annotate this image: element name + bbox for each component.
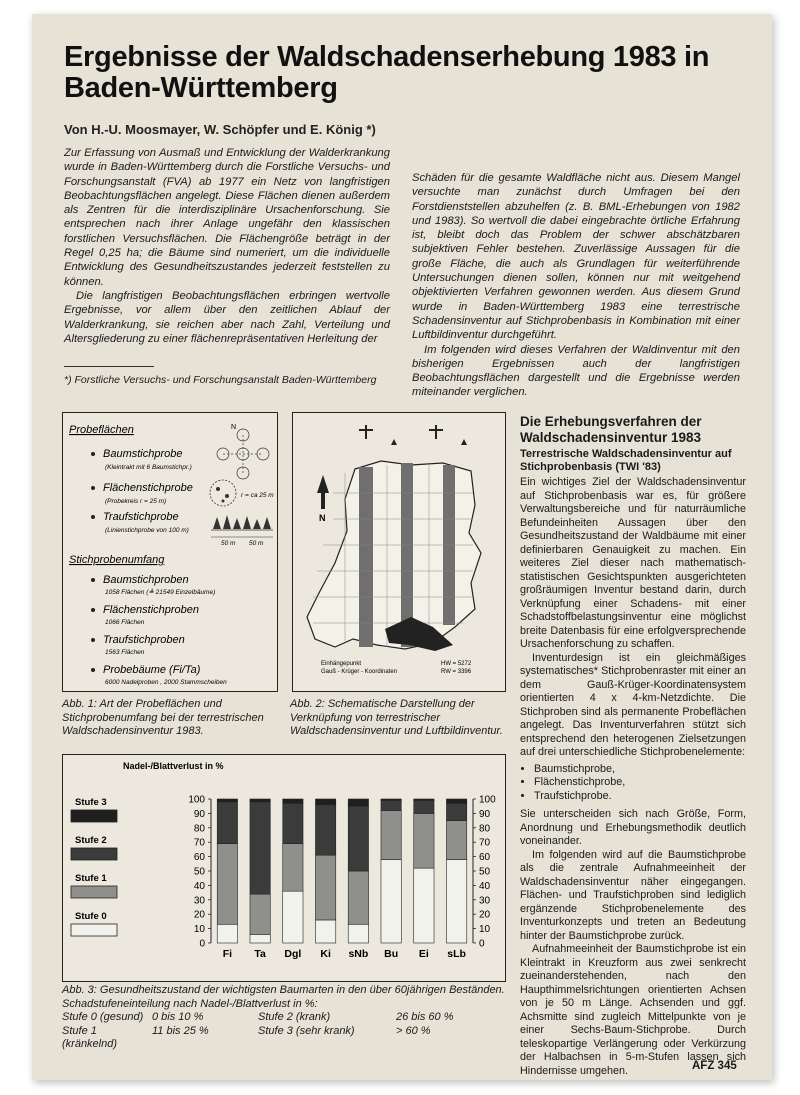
y-tick-label-right: 70 — [479, 837, 491, 849]
stage-cell: 0 bis 10 % — [152, 1011, 204, 1023]
figure-1-caption: Abb. 1: Art der Probeflächen und Stichprobenumfang bei der terrestrischen Waldschadensinventur 1983. — [62, 698, 264, 737]
bar-segment-stufe-3 — [446, 799, 466, 803]
bar-segment-stufe-2 — [348, 806, 368, 871]
y-tick-label-left: 50 — [193, 866, 205, 878]
fig1-item-label: Traufstichproben — [103, 634, 185, 646]
figure-1-sample-types — [62, 412, 278, 692]
y-tick-label-right: 30 — [479, 895, 491, 907]
bar-segment-stufe-0 — [414, 868, 434, 943]
bar-segment-stufe-3 — [283, 799, 303, 803]
stage-cell: > 60 % — [396, 1024, 431, 1037]
intro-paragraph: Zur Erfassung von Ausmaß und Entwicklung der Walderkrankung wurde in Baden-Württemberg durch die Forstliche Versuchs- und Forschungsanstalt (FVA) ab 1977 ein Netz von langfristigen Beobachtungsflächen angelegt. Diese Flächen dienen außerdem als Zentren für die interdisziplinäre Ursachenforschung. Sie entsprechen nach ihrer Anlage ungefähr den klassischen forstlichen Versuchsflächen. Die Flächengröße beträgt in der Regel 0,25 ha; die Bäume sind numeriert, um die individuelle Entwicklung des Gesundheitszustandes jederzeit feststellen zu können. — [64, 147, 390, 288]
fig1-item-label: Baumstichprobe — [103, 448, 183, 460]
stage-cell: Stufe 1 (kränkelnd) — [62, 1024, 118, 1050]
y-tick-label-right: 40 — [479, 880, 491, 892]
footnote-rule — [64, 366, 154, 367]
x-category-label: sLb — [447, 948, 466, 960]
list-item: • Flächenstichprobe, — [534, 776, 746, 790]
section-heading: Die Erhebungsverfahren der Waldschadensinventur 1983 — [520, 414, 702, 445]
stage-cell: Stufe 3 (sehr krank) — [258, 1024, 355, 1037]
bar-segment-stufe-1 — [348, 871, 368, 924]
list-item: • Baumstichprobe, — [534, 763, 746, 777]
bar-segment-stufe-1 — [381, 811, 401, 860]
fig1-dist-label: 50 m — [249, 540, 264, 547]
bar-segment-stufe-2 — [414, 800, 434, 813]
bar-segment-stufe-3 — [381, 799, 401, 800]
y-tick-label-left: 90 — [193, 808, 205, 820]
legend-swatch — [71, 810, 117, 822]
fig1-item-sub: (Probekreis r = 25 m) — [105, 498, 167, 505]
x-category-label: sNb — [348, 948, 369, 960]
section-subheading: Terrestrische Waldschadensinventur auf Stichprobenbasis (TWI '83) — [520, 448, 732, 473]
fig1-item-sub: 1058 Flächen (≙ 21549 Einzelbäume) — [105, 589, 216, 596]
bullet-icon — [91, 608, 95, 612]
legend-label: Stufe 3 — [75, 797, 107, 808]
fig1-heading-umfang: Stichprobenumfang — [69, 554, 165, 566]
bar-segment-stufe-0 — [315, 920, 335, 943]
bar-segment-stufe-2 — [315, 805, 335, 855]
map-legend-2: Gauß - Krüger - Koordinaten — [321, 669, 398, 675]
bar-segment-stufe-1 — [446, 821, 466, 860]
section-paragraph: Sie unterscheiden sich nach Größe, Form, Anordnung und Erhebungsmethodik deutlich voneinander. — [520, 808, 746, 847]
figure-2-caption: Abb. 2: Schematische Darstellung der Verknüpfung von terrestrischer Waldschadensinventur und Luftbildinventur. — [290, 698, 503, 737]
section-paragraph: Inventurdesign ist ein gleichmäßiges systematisches* Stichprobenraster mit einer an dem Gauß-Krüger-Koordinatensystem orientierten 4 x 4-km-Netzdichte. Die Stichproben sind als permanente Probeflächen angelegt. Das Inventurverfahren stützt sich entsprechend den heterogenen Zielsetzungen auf drei unterschiedliche Stichprobenelemente: — [520, 651, 746, 758]
bullet-icon — [91, 668, 95, 672]
stage-cell: Stufe 2 (krank) — [258, 1011, 331, 1023]
bullet-icon — [91, 515, 95, 519]
north-arrow-icon — [317, 475, 329, 509]
map-rw: RW = 3396 — [441, 669, 472, 675]
fig1-north-label: N — [231, 424, 237, 431]
figure-3-caption — [62, 984, 512, 1052]
list-item: • Traufstichprobe. — [534, 790, 746, 804]
bar-segment-stufe-1 — [414, 813, 434, 868]
bar-segment-stufe-3 — [315, 799, 335, 805]
y-tick-label-right: 10 — [479, 924, 491, 936]
y-tick-label-left: 70 — [193, 837, 205, 849]
section-paragraph: Im folgenden wird auf die Baumstichprobe als die zentrale Aufnahmeeinheit der Waldschadensinventur näher eingegangen. Flächen- und Traufstichproben sind lediglich ergänzende Stichprobenelemente des Inventurkonzepts und treten an Bedeutung hinter der Baumstichprobe zurück. — [520, 848, 746, 942]
bar-segment-stufe-3 — [414, 799, 434, 800]
y-tick-label-left: 80 — [193, 823, 205, 835]
legend-label: Stufe 2 — [75, 835, 107, 846]
y-tick-label-left: 60 — [193, 852, 205, 864]
y-tick-label-right: 60 — [479, 852, 491, 864]
bar-segment-stufe-0 — [348, 924, 368, 943]
intro-paragraph: Im folgenden wird dieses Verfahren der Waldinventur mit den bisherigen Ergebnissen auch der langfristigen Beobachtungsflächen dargestellt und die Ergebnisse werden miteinander verglichen. — [412, 343, 740, 399]
fig1-item-label: Baumstichproben — [103, 574, 189, 586]
map-hw: HW = 5272 — [441, 661, 472, 667]
bar-segment-stufe-2 — [283, 803, 303, 843]
intro-right-column — [412, 171, 740, 400]
stage-cell: 26 bis 60 % — [396, 1011, 454, 1023]
bullet-icon — [91, 452, 95, 456]
bar-segment-stufe-0 — [250, 934, 270, 943]
bar-segment-stufe-1 — [217, 844, 237, 925]
legend-swatch — [71, 848, 117, 860]
bullet-icon — [91, 638, 95, 642]
figure-1-drawing — [63, 413, 277, 691]
bar-segment-stufe-3 — [348, 799, 368, 806]
x-category-label: Dgl — [284, 948, 302, 960]
y-tick-label-right: 50 — [479, 866, 491, 878]
tree-line-icon — [211, 515, 273, 537]
authors-line: Von H.-U. Moosmayer, W. Schöpfer und E. König *) — [64, 122, 376, 137]
journal-page — [32, 14, 772, 1080]
intro-paragraph: Die langfristigen Beobachtungsflächen erbringen wertvolle Ergebnisse, vor allem über den zeitlichen Ablauf der Walderkrankung, sie reichen aber nach Zahl, Verteilung und Altersgliederung zu einer flächenrepräsentativen Herleitung der — [64, 289, 390, 345]
bar-segment-stufe-3 — [217, 799, 237, 802]
bar-segment-stufe-0 — [381, 859, 401, 943]
y-tick-label-right: 0 — [479, 938, 485, 950]
bar-segment-stufe-0 — [446, 859, 466, 943]
y-tick-label-left: 30 — [193, 895, 205, 907]
figure-2-map — [292, 412, 506, 692]
stage-cell: 11 bis 25 % — [152, 1024, 209, 1037]
map-north-label: N — [319, 513, 326, 523]
y-tick-label-right: 100 — [479, 794, 496, 806]
y-tick-label-right: 20 — [479, 909, 491, 921]
bar-segment-stufe-1 — [250, 894, 270, 934]
fig1-item-sub: 6000 Nadelproben , 2000 Stammscheiben — [105, 679, 227, 686]
element-list — [520, 763, 746, 804]
legend-swatch — [71, 924, 117, 936]
fig1-item-label: Probebäume (Fi/Ta) — [103, 664, 201, 676]
fig1-item-sub: (Kleintrakt mit 6 Baumstichpr.) — [105, 464, 192, 471]
legend-swatch — [71, 886, 117, 898]
x-category-label: Ei — [418, 948, 429, 960]
bar-segment-stufe-1 — [283, 844, 303, 892]
fig1-dist-label: 50 m — [221, 540, 236, 547]
bar-segment-stufe-0 — [217, 924, 237, 943]
bullet-icon — [91, 486, 95, 490]
bar-segment-stufe-2 — [381, 800, 401, 810]
y-tick-label-right: 80 — [479, 823, 491, 835]
bar-segment-stufe-3 — [250, 799, 270, 802]
fig1-radius-label: r = ca 25 m — [241, 492, 274, 499]
fig1-heading-probeflaechen: Probeflächen — [69, 424, 134, 436]
fig1-item-sub: 1563 Flächen — [105, 649, 145, 656]
y-tick-label-left: 0 — [199, 938, 205, 950]
x-category-label: Ki — [320, 948, 331, 960]
x-category-label: Fi — [222, 948, 233, 960]
fig1-item-sub: 1066 Flächen — [105, 619, 145, 626]
y-tick-label-left: 10 — [193, 924, 205, 936]
stacked-bar-chart — [63, 755, 505, 981]
bar-segment-stufe-0 — [283, 891, 303, 943]
cross-cluster-icon — [217, 429, 269, 479]
intro-left-column — [64, 146, 390, 346]
fig1-item-label: Traufstichprobe — [103, 511, 179, 523]
stage-cell: Stufe 0 (gesund) — [62, 1011, 144, 1023]
y-tick-label-left: 20 — [193, 909, 205, 921]
stage-table — [62, 1011, 512, 1052]
fig1-item-sub: (Linienstichprobe von 100 m) — [105, 527, 189, 534]
legend-label: Stufe 0 — [75, 911, 107, 922]
page-number: AFZ 345 — [692, 1060, 737, 1072]
y-tick-label-right: 90 — [479, 808, 491, 820]
x-category-label: Bu — [384, 948, 399, 960]
figure-3-chart — [62, 754, 506, 982]
bar-segment-stufe-2 — [217, 802, 237, 844]
fig3-caption-text: Abb. 3: Gesundheitszustand der wichtigsten Baumarten in den über 60jährigen Beständen. Schadstufeneinteilung nach Nadel-/Blattverlust in %: — [62, 984, 505, 1010]
y-tick-label-left: 40 — [193, 880, 205, 892]
y-tick-label-left: 100 — [188, 794, 205, 806]
x-category-label: Ta — [254, 948, 266, 960]
bar-segment-stufe-2 — [446, 803, 466, 820]
bullet-icon — [91, 578, 95, 582]
section-body — [520, 476, 746, 1078]
footnote: *) Forstliche Versuchs- und Forschungsanstalt Baden-Württemberg — [64, 374, 377, 386]
figure-2-drawing — [293, 413, 505, 691]
fig1-item-label: Flächenstichprobe — [103, 482, 193, 494]
section-paragraph: Aufnahmeeinheit der Baumstichprobe ist ein Kleintrakt in Kreuzform aus zwei senkrecht zueinanderstehenden, nach den Haupthimmelsrichtungen orientierten Achsen von je 50 m Länge. Achsenden und ggf. Achsmitte sind zugleich Mittelpunkte von je einer Sechs-Baum-Stichprobe. Durch teleskopartige Verlängerung oder Verkürzung der Halbachsen in 5-m-Stufen lassen sich Hindernisse umgehen. — [520, 943, 746, 1077]
legend-label: Stufe 1 — [75, 873, 107, 884]
section-paragraph: Ein wichtiges Ziel der Waldschadensinventur auf Stichprobenbasis war es, für größere Verwaltungsbereiche und für naturräumliche Befundeinheiten Aussagen über den Gesundheitszustand der Waldbäume mit einer definierbaren Genauigkeit zu machen. Ein weiteres Ziel dieser nach mathematisch-statistischen Gesichtspunkten ausgerichteten großräumigen Inventur bestand darin, durch Verknüpfung einer Schadens- mit einer Schadstoffbelastungsinventur eine möglichst breite Datenbasis für eine erfolgversprechende Ursachenforschung zu schaffen. — [520, 476, 746, 650]
bar-segment-stufe-1 — [315, 855, 335, 920]
chart-ylabel: Nadel-/Blattverlust in % — [123, 761, 224, 771]
aircraft-icon — [359, 425, 467, 445]
bar-segment-stufe-2 — [250, 802, 270, 894]
fig1-item-label: Flächenstichproben — [103, 604, 200, 616]
map-legend-1: Einhängepunkt — [321, 661, 362, 667]
intro-paragraph: Schäden für die gesamte Waldfläche nicht aus. Diesem Mangel versuchte man zunächst durch Umfragen bei den Forstdienststellen abzuhelfen (z. B. BML-Erhebungen von 1982 und 1983). So wertvoll die dabei eingebrachte örtliche Erfahrung ist, bleibt doch das Problem der schwer abschätzbaren subjektiven Fehler bestehen. Zuverlässige Aussagen für die große Fläche, die auch als Grundlagen für weiterführende Untersuchungen dienen sollen, können nur mit weitgehend objektivierten Verfahren gewonnen werden. Aus diesem Grund wurde in Baden-Württemberg 1983 eine terrestrische Schadensinventur auf Stichprobenbasis in Kombination mit einer Luftbildinventur durchgeführt. — [412, 172, 740, 342]
sample-circle-icon — [210, 480, 236, 506]
article-title: Ergebnisse der Waldschadenserhebung 1983 in Baden-Württemberg — [64, 41, 710, 104]
